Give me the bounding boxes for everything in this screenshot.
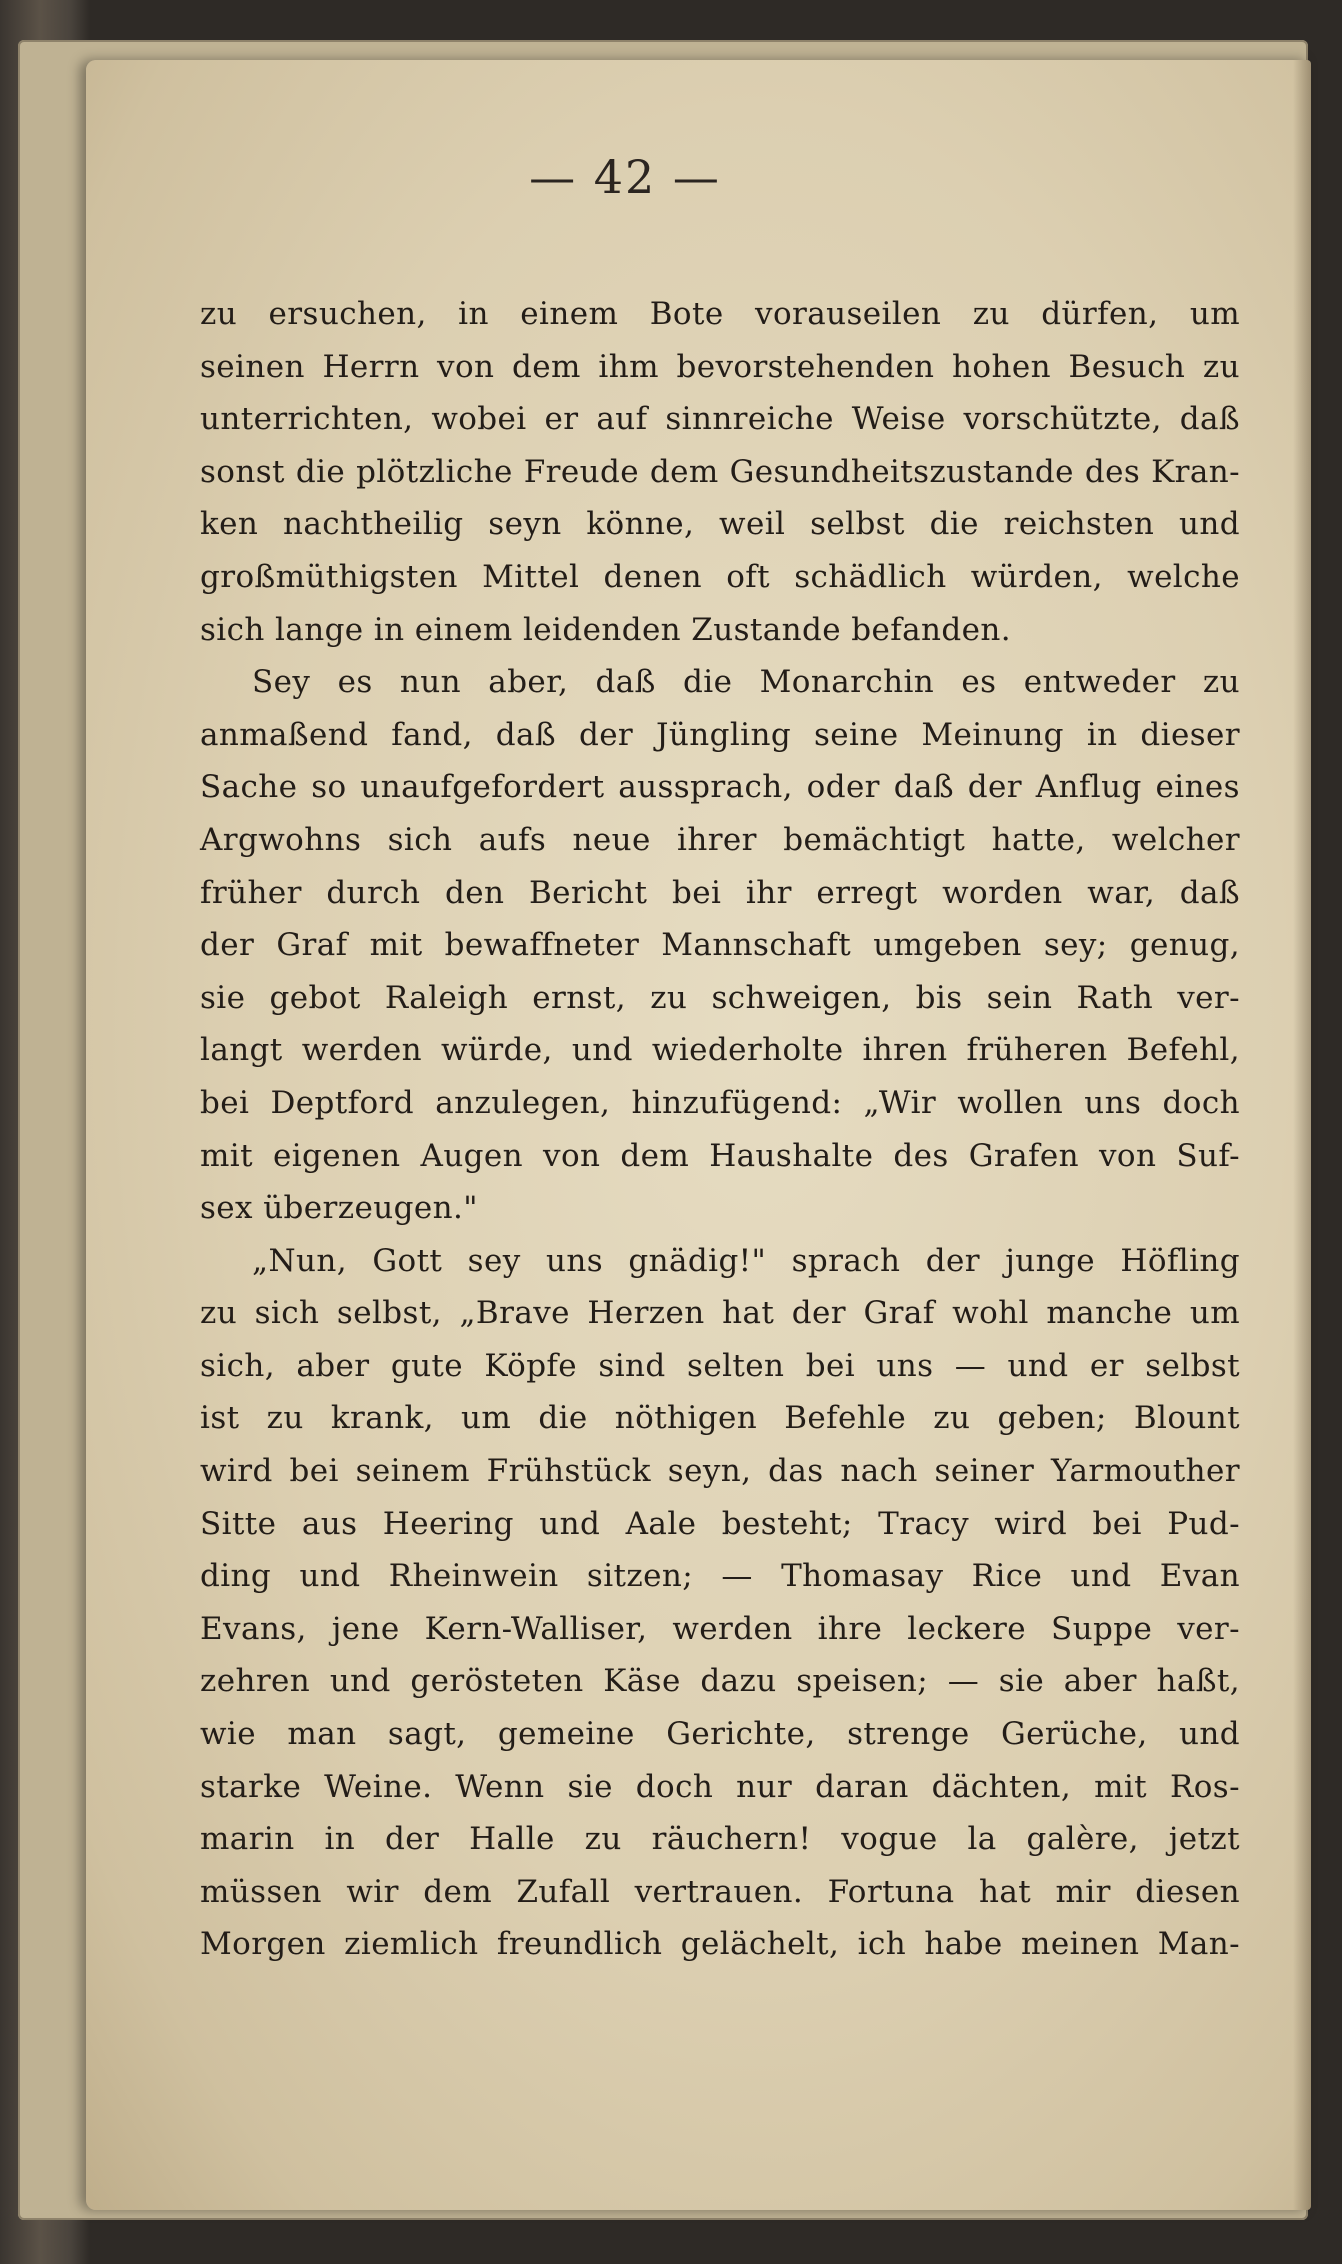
text-line: ken nachtheilig seyn könne, weil selbst die reichsten und bbox=[200, 506, 1240, 543]
text-line: großmüthigsten Mittel denen oft schädlich würden, welche bbox=[200, 558, 1240, 595]
text-line: müssen wir dem Zufall vertrauen. Fortuna hat mir diesen bbox=[200, 1873, 1240, 1910]
text-line: anmaßend fand, daß der Jüngling seine Meinung in dieser bbox=[200, 716, 1240, 753]
text-line: Sitte aus Heering und Aale besteht; Tracy wird bei Pud- bbox=[200, 1505, 1240, 1542]
text-line: sich, aber gute Köpfe sind selten bei uns — und er selbst bbox=[200, 1347, 1240, 1384]
text-line: Morgen ziemlich freundlich gelächelt, ich habe meinen Man- bbox=[200, 1926, 1240, 1963]
text-line: unterrichten, wobei er auf sinnreiche Weise vorschützte, daß bbox=[200, 401, 1240, 438]
page-number: — 42 — bbox=[529, 150, 721, 204]
text-line: Sey es nun aber, daß die Monarchin es entweder zu bbox=[252, 664, 1240, 701]
text-line: mit eigenen Augen von dem Haushalte des Grafen von Suf- bbox=[200, 1137, 1240, 1174]
text-line: Sache so unaufgefordert aussprach, oder daß der Anflug eines bbox=[200, 769, 1240, 806]
text-line: früher durch den Bericht bei ihr erregt worden war, daß bbox=[200, 874, 1240, 911]
text-line: ding und Rheinwein sitzen; — Thomasay Rice und Evan bbox=[200, 1558, 1240, 1595]
body-text bbox=[200, 288, 1240, 1971]
text-line: sonst die plötzliche Freude dem Gesundheitszustande des Kran- bbox=[200, 453, 1240, 490]
text-line: starke Weine. Wenn sie doch nur daran dächten, mit Ros- bbox=[200, 1768, 1240, 1805]
text-line: zehren und gerösteten Käse dazu speisen; — sie aber haßt, bbox=[200, 1663, 1240, 1700]
text-line: ist zu krank, um die nöthigen Befehle zu geben; Blount bbox=[200, 1400, 1240, 1437]
page-edge bbox=[1293, 60, 1311, 2210]
text-line: marin in der Halle zu räuchern! vogue la galère, jetzt bbox=[200, 1821, 1240, 1858]
text-line: Evans, jene Kern-Walliser, werden ihre leckere Suppe ver- bbox=[200, 1610, 1240, 1647]
text-line: langt werden würde, und wiederholte ihren früheren Befehl, bbox=[200, 1032, 1240, 1069]
text-line: der Graf mit bewaffneter Mannschaft umgeben sey; genug, bbox=[200, 927, 1240, 964]
text-line: Argwohns sich aufs neue ihrer bemächtigt hatte, welcher bbox=[200, 821, 1240, 858]
text-line: wie man sagt, gemeine Gerichte, strenge Gerüche, und bbox=[200, 1716, 1240, 1753]
text-line: „Nun, Gott sey uns gnädig!" sprach der junge Höfling bbox=[252, 1242, 1240, 1279]
text-line: zu sich selbst, „Brave Herzen hat der Graf wohl manche um bbox=[200, 1295, 1240, 1332]
text-line: sich lange in einem leidenden Zustande befanden. bbox=[200, 611, 1011, 648]
text-line: sex überzeugen." bbox=[200, 1190, 478, 1227]
text-line: bei Deptford anzulegen, hinzufügend: „Wir wollen uns doch bbox=[200, 1084, 1240, 1121]
text-line: sie gebot Raleigh ernst, zu schweigen, bis sein Rath ver- bbox=[200, 979, 1240, 1016]
text-line: zu ersuchen, in einem Bote vorauseilen zu dürfen, um bbox=[200, 296, 1240, 332]
text-line: wird bei seinem Frühstück seyn, das nach seiner Yarmouther bbox=[200, 1453, 1240, 1490]
text-line: seinen Herrn von dem ihm bevorstehenden hohen Besuch zu bbox=[200, 348, 1240, 385]
